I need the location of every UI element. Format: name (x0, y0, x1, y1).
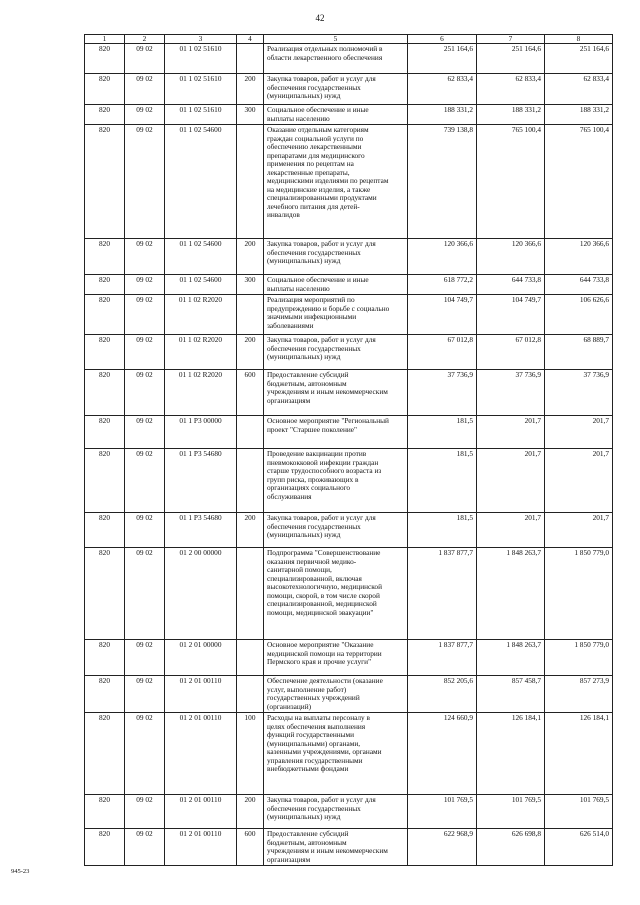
expense-type-cell: 300 (237, 105, 264, 125)
amount-year3-cell: 1 850 779,0 (545, 640, 613, 676)
amount-year2-cell: 101 769,5 (477, 795, 545, 829)
expense-type-cell (237, 548, 264, 640)
admin-code-cell: 820 (85, 449, 125, 513)
table-row (85, 275, 613, 295)
amount-year3-cell: 120 366,6 (545, 239, 613, 275)
header-cell: 2 (125, 35, 165, 44)
target-article-cell: 01 2 01 00110 (165, 829, 237, 866)
expense-type-cell (237, 295, 264, 335)
amount-year1-cell: 181,5 (408, 513, 477, 548)
amount-year1-cell: 622 968,9 (408, 829, 477, 866)
target-article-cell: 01 1 02 R2020 (165, 295, 237, 335)
section-code-cell: 09 02 (125, 548, 165, 640)
amount-year1-cell: 37 736,9 (408, 370, 477, 416)
item-name-cell: Оказание отдельным категориям граждан социальной услуги по обеспечению лекарственными препаратами для медицинского применения по рецептам на лекарственные препараты, медицинскими изделиями по рецептам на медицинские изделия, а также специализированными продуктами лечебного питания для детей- инвалидов (264, 125, 408, 239)
amount-year2-cell: 626 698,8 (477, 829, 545, 866)
expense-type-cell: 300 (237, 275, 264, 295)
item-name-cell: Расходы на выплаты персоналу в целях обеспечения выполнения функций государственными (муниципальными) органами, казенными учреждениями, органами управления государственными внебюджетными фондами (264, 713, 408, 795)
admin-code-cell: 820 (85, 513, 125, 548)
admin-code-cell: 820 (85, 370, 125, 416)
amount-year1-cell: 181,5 (408, 416, 477, 449)
amount-year2-cell: 251 164,6 (477, 44, 545, 74)
admin-code-cell: 820 (85, 713, 125, 795)
expense-type-cell (237, 44, 264, 74)
admin-code-cell: 820 (85, 416, 125, 449)
section-code-cell: 09 02 (125, 713, 165, 795)
amount-year2-cell: 201,7 (477, 513, 545, 548)
amount-year1-cell: 104 749,7 (408, 295, 477, 335)
table-row (85, 795, 613, 829)
amount-year2-cell: 104 749,7 (477, 295, 545, 335)
amount-year2-cell: 857 458,7 (477, 676, 545, 713)
table-row (85, 449, 613, 513)
item-name-cell: Закупка товаров, работ и услуг для обеспечения государственных (муниципальных) нужд (264, 335, 408, 370)
amount-year1-cell: 618 772,2 (408, 275, 477, 295)
target-article-cell: 01 1 02 R2020 (165, 335, 237, 370)
admin-code-cell: 820 (85, 676, 125, 713)
target-article-cell: 01 1 P3 54680 (165, 449, 237, 513)
item-name-cell: Закупка товаров, работ и услуг для обеспечения государственных (муниципальных) нужд (264, 74, 408, 105)
amount-year1-cell: 120 366,6 (408, 239, 477, 275)
header-cell: 7 (477, 35, 545, 44)
table-row (85, 640, 613, 676)
target-article-cell: 01 1 02 R2020 (165, 370, 237, 416)
table-row (85, 295, 613, 335)
target-article-cell: 01 1 02 51610 (165, 44, 237, 74)
section-code-cell: 09 02 (125, 449, 165, 513)
table-row (85, 370, 613, 416)
amount-year3-cell: 188 331,2 (545, 105, 613, 125)
item-name-cell: Предоставление субсидий бюджетным, автономным учреждениям и иным некоммерческим организациям (264, 370, 408, 416)
admin-code-cell: 820 (85, 829, 125, 866)
target-article-cell: 01 1 02 54600 (165, 239, 237, 275)
amount-year1-cell: 181,5 (408, 449, 477, 513)
item-name-cell: Реализация отдельных полномочий в области лекарственного обеспечения (264, 44, 408, 74)
target-article-cell: 01 2 00 00000 (165, 548, 237, 640)
amount-year2-cell: 644 733,8 (477, 275, 545, 295)
item-name-cell: Основное мероприятие "Оказание медицинской помощи на территории Пермского края и прочие услуги" (264, 640, 408, 676)
amount-year3-cell: 68 889,7 (545, 335, 613, 370)
target-article-cell: 01 2 01 00110 (165, 676, 237, 713)
amount-year3-cell: 126 184,1 (545, 713, 613, 795)
expense-type-cell (237, 125, 264, 239)
section-code-cell: 09 02 (125, 829, 165, 866)
amount-year2-cell: 188 331,2 (477, 105, 545, 125)
section-code-cell: 09 02 (125, 335, 165, 370)
amount-year3-cell: 1 850 779,0 (545, 548, 613, 640)
amount-year3-cell: 106 626,6 (545, 295, 613, 335)
amount-year2-cell: 120 366,6 (477, 239, 545, 275)
admin-code-cell: 820 (85, 74, 125, 105)
section-code-cell: 09 02 (125, 105, 165, 125)
amount-year3-cell: 201,7 (545, 513, 613, 548)
amount-year1-cell: 251 164,6 (408, 44, 477, 74)
header-cell: 5 (264, 35, 408, 44)
amount-year2-cell: 37 736,9 (477, 370, 545, 416)
amount-year3-cell: 765 100,4 (545, 125, 613, 239)
amount-year3-cell: 251 164,6 (545, 44, 613, 74)
table-row (85, 829, 613, 866)
target-article-cell: 01 1 P3 54680 (165, 513, 237, 548)
admin-code-cell: 820 (85, 548, 125, 640)
header-row (85, 35, 613, 44)
admin-code-cell: 820 (85, 795, 125, 829)
expense-type-cell (237, 676, 264, 713)
expense-type-cell: 200 (237, 74, 264, 105)
amount-year1-cell: 1 837 877,7 (408, 640, 477, 676)
section-code-cell: 09 02 (125, 125, 165, 239)
admin-code-cell: 820 (85, 295, 125, 335)
table-row (85, 548, 613, 640)
expense-type-cell: 600 (237, 370, 264, 416)
item-name-cell: Реализация мероприятий по предупреждению и борьбе с социально значимыми инфекционными заболеваниями (264, 295, 408, 335)
section-code-cell: 09 02 (125, 795, 165, 829)
expense-type-cell (237, 640, 264, 676)
amount-year3-cell: 626 514,0 (545, 829, 613, 866)
item-name-cell: Закупка товаров, работ и услуг для обеспечения государственных (муниципальных) нужд (264, 795, 408, 829)
amount-year1-cell: 1 837 877,7 (408, 548, 477, 640)
amount-year1-cell: 739 138,8 (408, 125, 477, 239)
page-number: 42 (315, 13, 325, 23)
amount-year1-cell: 124 660,9 (408, 713, 477, 795)
amount-year3-cell: 201,7 (545, 449, 613, 513)
expense-type-cell: 200 (237, 513, 264, 548)
section-code-cell: 09 02 (125, 74, 165, 105)
expense-type-cell: 600 (237, 829, 264, 866)
target-article-cell: 01 2 01 00110 (165, 713, 237, 795)
target-article-cell: 01 2 01 00000 (165, 640, 237, 676)
admin-code-cell: 820 (85, 335, 125, 370)
admin-code-cell: 820 (85, 105, 125, 125)
amount-year3-cell: 644 733,8 (545, 275, 613, 295)
target-article-cell: 01 2 01 00110 (165, 795, 237, 829)
amount-year2-cell: 67 012,8 (477, 335, 545, 370)
item-name-cell: Подпрограмма "Совершенствование оказания первичной медико- санитарной помощи, специализированной, включая высокотехнологичную, медицинской помощи, скорой, в том числе скорой специализированной, медицинской помощи, медицинской эвакуации" (264, 548, 408, 640)
expense-type-cell: 200 (237, 335, 264, 370)
amount-year1-cell: 67 012,8 (408, 335, 477, 370)
item-name-cell: Социальное обеспечение и иные выплаты населению (264, 105, 408, 125)
amount-year3-cell: 201,7 (545, 416, 613, 449)
table-row (85, 125, 613, 239)
item-name-cell: Проведение вакцинации против пневмококковой инфекции граждан старше трудоспособного возраста из групп риска, проживающих в организациях социального обслуживания (264, 449, 408, 513)
item-name-cell: Обеспечение деятельности (оказание услуг, выполнение работ) государственных учреждений (организаций) (264, 676, 408, 713)
amount-year2-cell: 201,7 (477, 416, 545, 449)
amount-year2-cell: 201,7 (477, 449, 545, 513)
target-article-cell: 01 1 02 51610 (165, 74, 237, 105)
expense-type-cell: 200 (237, 239, 264, 275)
table-row (85, 335, 613, 370)
admin-code-cell: 820 (85, 125, 125, 239)
admin-code-cell: 820 (85, 44, 125, 74)
amount-year3-cell: 857 273,9 (545, 676, 613, 713)
amount-year3-cell: 101 769,5 (545, 795, 613, 829)
budget-table (84, 34, 613, 866)
amount-year1-cell: 188 331,2 (408, 105, 477, 125)
table-row (85, 713, 613, 795)
header-cell: 8 (545, 35, 613, 44)
expense-type-cell (237, 416, 264, 449)
target-article-cell: 01 1 P3 00000 (165, 416, 237, 449)
section-code-cell: 09 02 (125, 44, 165, 74)
target-article-cell: 01 1 02 54600 (165, 125, 237, 239)
amount-year2-cell: 765 100,4 (477, 125, 545, 239)
admin-code-cell: 820 (85, 275, 125, 295)
amount-year3-cell: 62 833,4 (545, 74, 613, 105)
section-code-cell: 09 02 (125, 295, 165, 335)
table-row (85, 44, 613, 74)
amount-year2-cell: 62 833,4 (477, 74, 545, 105)
item-name-cell: Закупка товаров, работ и услуг для обеспечения государственных (муниципальных) нужд (264, 513, 408, 548)
section-code-cell: 09 02 (125, 640, 165, 676)
amount-year1-cell: 101 769,5 (408, 795, 477, 829)
item-name-cell: Основное мероприятие "Региональный проект "Старшее поколение" (264, 416, 408, 449)
amount-year2-cell: 126 184,1 (477, 713, 545, 795)
section-code-cell: 09 02 (125, 416, 165, 449)
table-row (85, 676, 613, 713)
table-row (85, 105, 613, 125)
section-code-cell: 09 02 (125, 239, 165, 275)
amount-year2-cell: 1 848 263,7 (477, 640, 545, 676)
section-code-cell: 09 02 (125, 676, 165, 713)
amount-year2-cell: 1 848 263,7 (477, 548, 545, 640)
section-code-cell: 09 02 (125, 513, 165, 548)
table-row (85, 416, 613, 449)
expense-type-cell: 100 (237, 713, 264, 795)
section-code-cell: 09 02 (125, 370, 165, 416)
header-cell: 3 (165, 35, 237, 44)
amount-year3-cell: 37 736,9 (545, 370, 613, 416)
table-row (85, 513, 613, 548)
table-row (85, 74, 613, 105)
header-cell: 4 (237, 35, 264, 44)
item-name-cell: Социальное обеспечение и иные выплаты населению (264, 275, 408, 295)
expense-type-cell (237, 449, 264, 513)
item-name-cell: Закупка товаров, работ и услуг для обеспечения государственных (муниципальных) нужд (264, 239, 408, 275)
item-name-cell: Предоставление субсидий бюджетным, автономным учреждениям и иным некоммерческим организациям (264, 829, 408, 866)
target-article-cell: 01 1 02 54600 (165, 275, 237, 295)
document-code: 945-23 (11, 868, 30, 875)
table-row (85, 239, 613, 275)
amount-year1-cell: 852 205,6 (408, 676, 477, 713)
admin-code-cell: 820 (85, 640, 125, 676)
header-cell: 1 (85, 35, 125, 44)
target-article-cell: 01 1 02 51610 (165, 105, 237, 125)
expense-type-cell: 200 (237, 795, 264, 829)
section-code-cell: 09 02 (125, 275, 165, 295)
amount-year1-cell: 62 833,4 (408, 74, 477, 105)
admin-code-cell: 820 (85, 239, 125, 275)
header-cell: 6 (408, 35, 477, 44)
